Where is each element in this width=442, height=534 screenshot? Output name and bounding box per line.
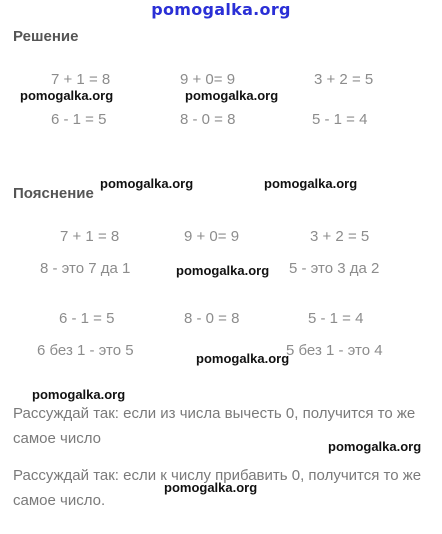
explanation-paragraph: Рассуждай так: если из числа вычесть 0, получится то же самое число [13,405,416,447]
solution-equation: 8 - 0 = 8 [180,111,236,128]
explanation-equation: 8 - 0 = 8 [184,310,240,327]
explanation-equation: 9 + 0= 9 [184,228,240,245]
explanation-note: 6 без 1 - это 5 [37,342,134,359]
solution-heading: Решение [13,28,79,45]
explanation-note: 5 без 1 - это 4 [286,342,383,359]
explanation-equation: 6 - 1 = 5 [59,310,115,327]
solution-equation: 6 - 1 = 5 [51,111,107,128]
explanation-note: 8 - это 7 да 1 [40,260,131,277]
watermark: pomogalka.org [264,176,358,191]
solution-equation: 9 + 0= 9 [180,71,236,88]
explanation-equation: 3 + 2 = 5 [310,228,370,245]
explanation-equation: 7 + 1 = 8 [60,228,120,245]
solution-equation: 5 - 1 = 4 [312,111,368,128]
explanation-heading: Пояснение [13,185,94,202]
watermark: pomogalka.org [164,480,258,495]
watermark: pomogalka.org [100,176,194,191]
watermark: pomogalka.org [32,387,126,402]
site-logo-header: pomogalka.org [151,0,291,19]
watermark: pomogalka.org [176,263,270,278]
watermark: pomogalka.org [185,88,279,103]
solution-equation: 3 + 2 = 5 [314,71,374,88]
explanation-paragraph: Рассуждай так: если к числу прибавить 0, получится то же самое число. [13,467,422,509]
watermark: pomogalka.org [196,351,290,366]
watermark: pomogalka.org [328,439,422,454]
explanation-equation: 5 - 1 = 4 [308,310,364,327]
solution-equation: 7 + 1 = 8 [51,71,111,88]
explanation-note: 5 - это 3 да 2 [289,260,380,277]
watermark: pomogalka.org [20,88,114,103]
